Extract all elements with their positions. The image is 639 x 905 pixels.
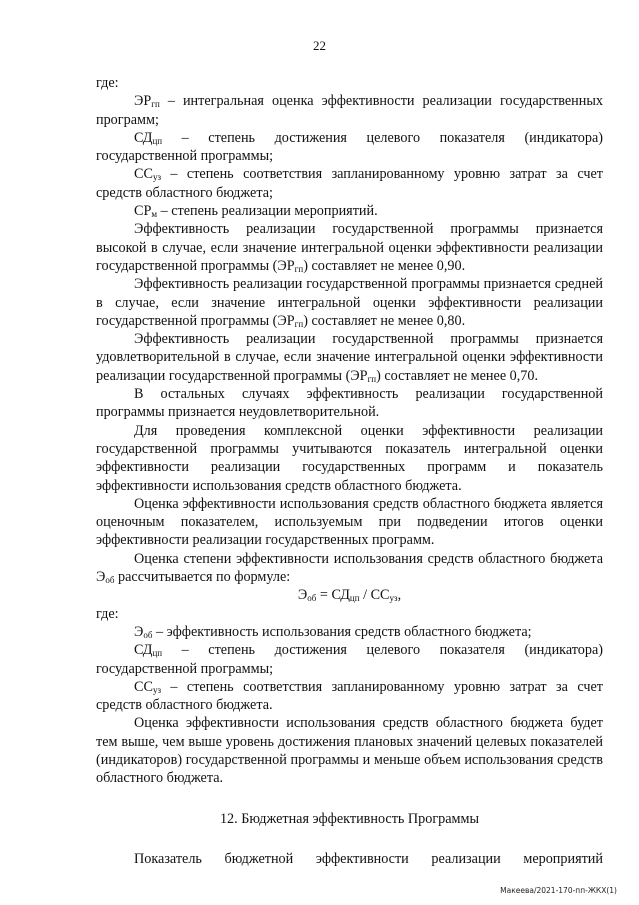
document-body: [96, 74, 603, 868]
text-run: – степень соответствия запланированному уровню затрат за счет средств областного бюджета;: [96, 166, 603, 201]
subscript: гп: [294, 263, 304, 274]
paragraph-medium-efficiency: [96, 275, 603, 330]
section-heading: [96, 810, 603, 828]
text-run: – эффективность использования средств областного бюджета;: [152, 623, 532, 640]
text-run: Э: [297, 587, 308, 604]
text-run: ) составляет не менее 0,70.: [376, 367, 539, 384]
subscript: уз: [152, 684, 161, 695]
text-run: / СС: [359, 587, 390, 604]
paragraph-conclusion: [96, 714, 603, 787]
definition-er-gp: [96, 92, 603, 129]
subscript: м: [151, 209, 158, 220]
where-label: [96, 74, 603, 92]
text-run: = СД: [316, 587, 350, 604]
text-run: СС: [134, 166, 153, 183]
definition-ss-uz-2: [96, 678, 603, 715]
text-run: Оценка степени эффективности использования средств областного бюджета Э: [96, 550, 603, 586]
text-run: ) составляет не менее 0,80.: [303, 312, 466, 329]
text-run: ,: [397, 587, 402, 604]
definition-e-ob: [96, 623, 603, 641]
paragraph-complex-assessment: [96, 422, 603, 495]
subscript: уз: [389, 593, 398, 604]
definition-ss-uz: [96, 165, 603, 202]
paragraph-unsatisfactory: [96, 385, 603, 422]
subscript: об: [307, 593, 317, 604]
text-run: где:: [96, 75, 119, 91]
subscript: об: [143, 629, 153, 640]
subscript: цп: [152, 135, 163, 146]
text-run: Для проведения комплексной оценки эффективности реализации государственной программы учитываются показатель интегральной оценки эффективности реализации государственных программ и показатель эффективности использования средств областного бюджета.: [96, 422, 603, 494]
text-run: – интегральная оценка эффективности реализации государственных программ;: [96, 93, 603, 128]
text-run: Эффективность реализации государственной программы признается удовлетворительной в случае, если значение интегральной оценки эффективности реализации государственной программы (ЭР: [96, 331, 603, 384]
text-run: где:: [96, 605, 119, 622]
text-run: СС: [134, 678, 153, 695]
text-run: СД: [134, 642, 153, 659]
text-run: ) составляет не менее 0,90.: [303, 257, 466, 274]
subscript: уз: [152, 172, 161, 183]
subscript: об: [105, 575, 115, 586]
text-run: рассчитывается по формуле:: [114, 569, 291, 586]
subscript: гп: [294, 318, 304, 329]
text-run: – степень реализации мероприятий.: [157, 203, 378, 220]
text-run: – степень достижения целевого показателя (индикатора) государственной программы;: [96, 129, 603, 165]
text-run: – степень соответствия запланированному уровню затрат за счет средств областного бюджета.: [96, 678, 603, 714]
text-run: СД: [134, 129, 153, 146]
paragraph-budget-calculation: [96, 550, 603, 587]
page-number: 22: [313, 38, 326, 53]
text-run: 12. Бюджетная эффективность Программы: [219, 810, 480, 827]
text-run: Э: [134, 623, 144, 640]
subscript: гп: [151, 99, 160, 110]
definition-sd-cp-2: [96, 641, 603, 678]
text-run: В остальных случаях эффективность реализации государственной программы признается неудовлетворительной.: [96, 386, 603, 421]
text-run: Эффективность реализации государственной программы признается высокой в случае, если значение интегральной оценки эффективности реализации государственной программы (ЭР: [96, 221, 603, 274]
document-footer-code: Макеева/2021-170-пп-ЖКХ(1): [500, 886, 617, 895]
text-run: ЭР: [134, 93, 152, 110]
subscript: гп: [367, 373, 377, 384]
paragraph-budget-efficiency: [96, 850, 603, 868]
subscript: цп: [349, 593, 360, 604]
definition-sd-cp: [96, 129, 603, 166]
paragraph-high-efficiency: [96, 220, 603, 275]
text-run: Оценка эффективности использования средств областного бюджета будет тем выше, чем выше уровень достижения плановых значений целевых показателей (индикаторов) государственной программы и меньше объем использования средств областного бюджета.: [96, 715, 603, 787]
paragraph-budget-assessment: [96, 495, 603, 550]
subscript: цп: [152, 648, 163, 659]
text-run: – степень достижения целевого показателя (индикатора) государственной программы;: [96, 642, 603, 677]
definition-sr-m: [96, 202, 603, 220]
formula: [96, 586, 603, 604]
text-run: Эффективность реализации государственной программы признается средней в случае, если значение интегральной оценки эффективности реализации государственной программы (ЭР: [96, 276, 603, 329]
where-label-2: [96, 605, 603, 623]
text-run: Оценка эффективности использования средств областного бюджета является оценочным показателем, используемым при подведении итогов оценки эффективности реализации государственных программ.: [96, 495, 603, 549]
text-run: СР: [134, 203, 152, 220]
paragraph-satisfactory-efficiency: [96, 330, 603, 385]
text-run: Показатель бюджетной эффективности реализации мероприятий: [134, 850, 603, 867]
